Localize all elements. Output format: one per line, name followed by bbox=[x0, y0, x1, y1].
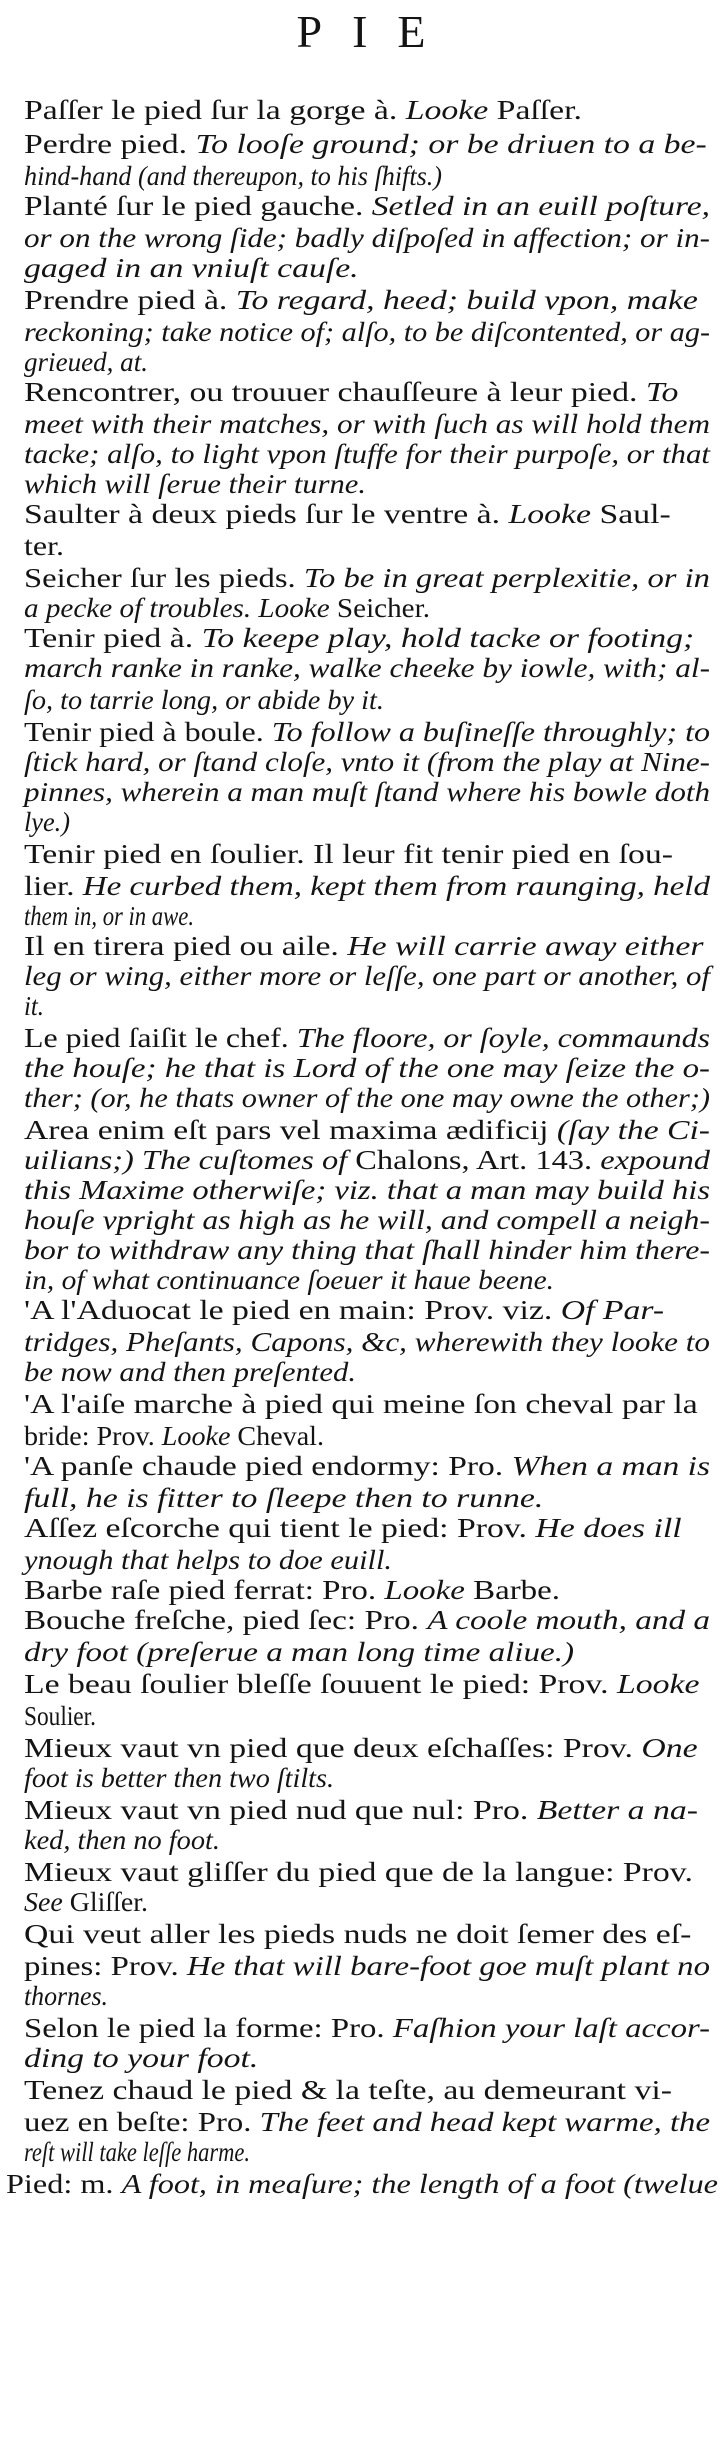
english-gloss: reſt will take leſſe harme. bbox=[24, 2137, 250, 2167]
french-headword: Seicher. bbox=[336, 593, 430, 623]
text-line bbox=[24, 410, 710, 438]
french-headword: 'A panſe chaude pied endormy: Pro. bbox=[24, 1451, 512, 1481]
text-line bbox=[24, 1734, 698, 1762]
text-line bbox=[24, 348, 148, 376]
english-gloss: ynough that helps to doe euill. bbox=[24, 1545, 392, 1575]
english-gloss: The floore, or ſoyle, commaunds bbox=[296, 1023, 710, 1053]
text-line bbox=[24, 1546, 392, 1574]
english-gloss: it. bbox=[24, 991, 44, 1021]
text-line bbox=[24, 1796, 698, 1824]
text-line bbox=[24, 440, 710, 468]
english-gloss: tridges, Pheſants, Capons, &c, wherewith they looke to bbox=[24, 1327, 710, 1357]
english-gloss: To be in great perplexitie, or in bbox=[303, 563, 710, 593]
french-headword: Prendre pied à. bbox=[24, 285, 236, 315]
text-line bbox=[24, 748, 710, 776]
english-gloss: He curbed them, kept them from raunging, held bbox=[82, 871, 710, 901]
running-head-title: PIE bbox=[296, 6, 456, 57]
text-line bbox=[24, 2138, 250, 2166]
french-headword: Rencontrer, ou trouuer chauſſeure à leur pied. bbox=[24, 377, 646, 407]
english-gloss: To looſe ground; or be driuen to a be- bbox=[195, 129, 707, 159]
text-line bbox=[24, 1826, 220, 1854]
english-gloss: He will carrie away either bbox=[347, 931, 704, 961]
english-gloss: this Maxime otherwiſe; viz. that a man may build his bbox=[24, 1175, 710, 1205]
french-headword: Tenir pied à. bbox=[24, 623, 202, 653]
english-gloss: reckoning; take notice of; alſo, to be diſcontented, or ag- bbox=[24, 317, 710, 347]
english-gloss: To keepe play, hold tacke or footing; bbox=[201, 623, 695, 653]
english-gloss: He does ill bbox=[535, 1513, 682, 1543]
french-headword: Paſſer. bbox=[496, 95, 582, 125]
text-line bbox=[24, 130, 707, 158]
french-headword: Le pied ſaiſit le chef. bbox=[24, 1023, 297, 1053]
english-gloss: When a man is bbox=[511, 1451, 710, 1481]
english-gloss: leg or wing, either more or leſſe, one part or another, of bbox=[24, 961, 710, 991]
english-gloss: ſtick hard, or ſtand cloſe, vnto it (from the play at Nine- bbox=[24, 747, 710, 777]
english-gloss: A foot, in meaſure; the length of a foot (twelue bbox=[121, 2169, 718, 2199]
text-line bbox=[24, 840, 673, 868]
english-gloss: Looke bbox=[405, 95, 497, 125]
text-line bbox=[24, 1328, 710, 1356]
english-gloss: To regard, heed; build vpon, make bbox=[235, 285, 698, 315]
english-gloss: hind-hand (and thereupon, to his ſhifts.) bbox=[24, 161, 442, 191]
english-gloss: Looke bbox=[508, 499, 600, 529]
english-gloss: be now and then preſented. bbox=[24, 1357, 356, 1387]
french-headword: Tenez chaud le pied & la teſte, au demeurant vi- bbox=[24, 2075, 672, 2105]
french-headword: Selon le pied la forme: Pro. bbox=[24, 2013, 393, 2043]
text-line bbox=[24, 532, 64, 560]
text-line bbox=[24, 2044, 258, 2072]
english-gloss: dry foot (preſerue a man long time aliue.) bbox=[24, 1637, 574, 1667]
french-headword: Planté ſur le pied gauche. bbox=[24, 191, 372, 221]
text-line bbox=[24, 162, 442, 190]
french-headword: Seicher ſur les pieds. bbox=[24, 563, 304, 593]
english-gloss: march ranke in ranke, walke cheeke by iowle, with; al- bbox=[24, 653, 710, 683]
french-headword: Tenir pied en ſoulier. Il leur fit tenir pied en ſou- bbox=[24, 839, 674, 869]
french-headword: Aſſez eſcorche qui tient le pied: Prov. bbox=[24, 1513, 536, 1543]
text-line bbox=[24, 1236, 710, 1264]
french-headword: Cheval. bbox=[237, 1421, 324, 1451]
english-gloss: ſo, to tarrie long, or abide by it. bbox=[24, 685, 384, 715]
french-headword: Mieux vaut vn pied nud que nul: Pro. bbox=[24, 1795, 537, 1825]
english-gloss: To follow a buſineſſe throughly; to bbox=[271, 717, 710, 747]
text-line bbox=[24, 318, 710, 346]
french-headword: ter. bbox=[24, 531, 64, 561]
english-gloss: Looke bbox=[384, 1575, 474, 1605]
english-gloss: houſe vpright as high as he will, and compell a neigh- bbox=[24, 1205, 710, 1235]
english-gloss: He that will bare-foot goe muſt plant no bbox=[186, 1951, 711, 1981]
text-line bbox=[24, 1764, 334, 1792]
text-line bbox=[24, 1146, 710, 1174]
text-line bbox=[24, 1982, 108, 2010]
english-gloss: See bbox=[24, 1887, 70, 1917]
french-headword: Soulier. bbox=[24, 1701, 96, 1731]
english-gloss: (ſay the Ci- bbox=[556, 1115, 710, 1145]
text-line bbox=[24, 872, 710, 900]
french-headword: Qui veut aller les pieds nuds ne doit ſemer des eſ- bbox=[24, 1919, 692, 1949]
french-headword: Area enim eſt pars vel maxima ædificij bbox=[24, 1115, 557, 1145]
english-gloss: full, he is fitter to ſleepe then to runne. bbox=[24, 1483, 544, 1513]
english-gloss: ked, then no foot. bbox=[24, 1825, 220, 1855]
english-gloss: expound bbox=[600, 1145, 710, 1175]
text-line bbox=[24, 1920, 691, 1948]
text-line bbox=[24, 1422, 324, 1450]
text-line bbox=[24, 1266, 554, 1294]
english-gloss: a pecke of troubles. Looke bbox=[24, 593, 337, 623]
text-line bbox=[24, 1888, 148, 1916]
french-headword: Tenir pied à boule. bbox=[24, 717, 272, 747]
english-gloss: the houſe; he that is Lord of the one may ſeize the o- bbox=[24, 1053, 710, 1083]
french-headword: Chalons, Art. 143. bbox=[355, 1145, 601, 1175]
french-headword: Perdre pied. bbox=[24, 129, 196, 159]
text-line bbox=[24, 1390, 698, 1418]
french-headword: Pied: m. bbox=[6, 2169, 122, 2199]
english-gloss: One bbox=[641, 1733, 698, 1763]
text-line bbox=[24, 96, 582, 124]
french-headword: Mieux vaut vn pied que deux eſchaſſes: Prov. bbox=[24, 1733, 642, 1763]
text-line bbox=[24, 1024, 710, 1052]
french-headword: Paſſer le pied ſur la gorge à. bbox=[24, 95, 406, 125]
english-gloss: bor to withdraw any thing that ſhall hinder him there- bbox=[24, 1235, 710, 1265]
text-line bbox=[24, 1606, 710, 1634]
french-headword: 'A l'aiſe marche à pied qui meine ſon cheval par la bbox=[24, 1389, 698, 1419]
english-gloss: tacke; alſo, to light vpon ſtuffe for their purpoſe, or that bbox=[24, 439, 710, 469]
text-line bbox=[24, 778, 710, 806]
text-line bbox=[24, 962, 710, 990]
text-line bbox=[24, 1206, 710, 1234]
text-line bbox=[24, 1670, 699, 1698]
english-gloss: or on the wrong ſide; badly diſpoſed in affection; or in- bbox=[24, 223, 710, 253]
english-gloss: The feet and head kept warme, the bbox=[259, 2107, 710, 2137]
english-gloss: foot is better then two ſtilts. bbox=[24, 1763, 334, 1793]
french-headword: bride: Prov. bbox=[24, 1421, 162, 1451]
text-line bbox=[24, 224, 710, 252]
english-gloss: ding to your foot. bbox=[24, 2043, 259, 2073]
text-line bbox=[24, 1576, 560, 1604]
french-headword: Il en tirera pied ou aile. bbox=[24, 931, 348, 961]
text-line bbox=[24, 1952, 710, 1980]
text-line bbox=[24, 1358, 356, 1386]
text-line bbox=[24, 992, 44, 1020]
english-gloss: Looke bbox=[161, 1421, 238, 1451]
text-line bbox=[24, 564, 710, 592]
text-line bbox=[24, 286, 698, 314]
text-line bbox=[24, 1116, 710, 1144]
french-headword: Le beau ſoulier bleſſe ſouuent le pied: Prov. bbox=[24, 1669, 617, 1699]
text-line bbox=[24, 932, 703, 960]
english-gloss: Looke bbox=[616, 1669, 700, 1699]
english-gloss: lye.) bbox=[24, 807, 70, 837]
text-line bbox=[24, 902, 194, 930]
text-line bbox=[24, 594, 430, 622]
text-line bbox=[24, 718, 710, 746]
english-gloss: which will ſerue their turne. bbox=[24, 469, 366, 499]
text-line bbox=[24, 1296, 664, 1324]
english-gloss: A coole mouth, and a bbox=[427, 1605, 710, 1635]
text-line bbox=[24, 624, 694, 652]
text-line bbox=[24, 1452, 710, 1480]
text-line bbox=[24, 1484, 543, 1512]
english-gloss: them in, or in awe. bbox=[24, 901, 194, 931]
english-gloss: ther; (or, he thats owner of the one may owne the other;) bbox=[24, 1083, 711, 1113]
french-headword: 'A l'Aduocat le pied en main: Prov. viz. bbox=[24, 1295, 561, 1325]
text-line bbox=[24, 654, 710, 682]
english-gloss: pinnes, wherein a man muſt ſtand where his bowle doth bbox=[24, 777, 710, 807]
text-line bbox=[24, 2108, 710, 2136]
french-headword: Barbe. bbox=[473, 1575, 560, 1605]
english-gloss: Faſhion your laſt accor- bbox=[392, 2013, 710, 2043]
text-line bbox=[24, 378, 678, 406]
text-line bbox=[6, 2170, 718, 2198]
text-line bbox=[24, 1702, 96, 1730]
french-headword: Barbe raſe pied ferrat: Pro. bbox=[24, 1575, 385, 1605]
english-gloss: meet with their matches, or with ſuch as will hold them bbox=[24, 409, 710, 439]
french-headword: uez en beſte: Pro. bbox=[24, 2107, 260, 2137]
english-gloss: To bbox=[645, 377, 679, 407]
text-line bbox=[24, 2014, 710, 2042]
french-headword: Bouche freſche, pied ſec: Pro. bbox=[24, 1605, 428, 1635]
text-line bbox=[24, 500, 671, 528]
english-gloss: Better a na- bbox=[536, 1795, 698, 1825]
text-line bbox=[24, 2076, 672, 2104]
text-line bbox=[24, 1054, 710, 1082]
french-headword: pines: Prov. bbox=[24, 1951, 187, 1981]
french-headword: Gliſſer. bbox=[69, 1887, 148, 1917]
french-headword: lier. bbox=[24, 871, 83, 901]
text-line bbox=[24, 1638, 574, 1666]
english-gloss: grieued, at. bbox=[24, 347, 148, 377]
french-headword: Saul- bbox=[599, 499, 671, 529]
text-line bbox=[24, 1176, 710, 1204]
page-header bbox=[0, 0, 724, 70]
english-gloss: uilians;) The cuſtomes of bbox=[24, 1145, 356, 1175]
text-line bbox=[24, 192, 710, 220]
text-line bbox=[24, 254, 359, 282]
text-line bbox=[24, 470, 366, 498]
text-line bbox=[24, 1858, 693, 1886]
english-gloss: thornes. bbox=[24, 1981, 108, 2011]
english-gloss: Of Par- bbox=[560, 1295, 665, 1325]
french-headword: Mieux vaut gliſſer du pied que de la langue: Prov. bbox=[24, 1857, 693, 1887]
text-line bbox=[24, 808, 70, 836]
english-gloss: gaged in an vniuſt cauſe. bbox=[24, 253, 359, 283]
text-line bbox=[24, 1514, 682, 1542]
text-line bbox=[24, 1084, 710, 1112]
english-gloss: Setled in an euill poſture, bbox=[371, 191, 710, 221]
french-headword: Saulter à deux pieds ſur le ventre à. bbox=[24, 499, 509, 529]
english-gloss: in, of what continuance ſoeuer it haue beene. bbox=[24, 1265, 554, 1295]
text-line bbox=[24, 686, 384, 714]
